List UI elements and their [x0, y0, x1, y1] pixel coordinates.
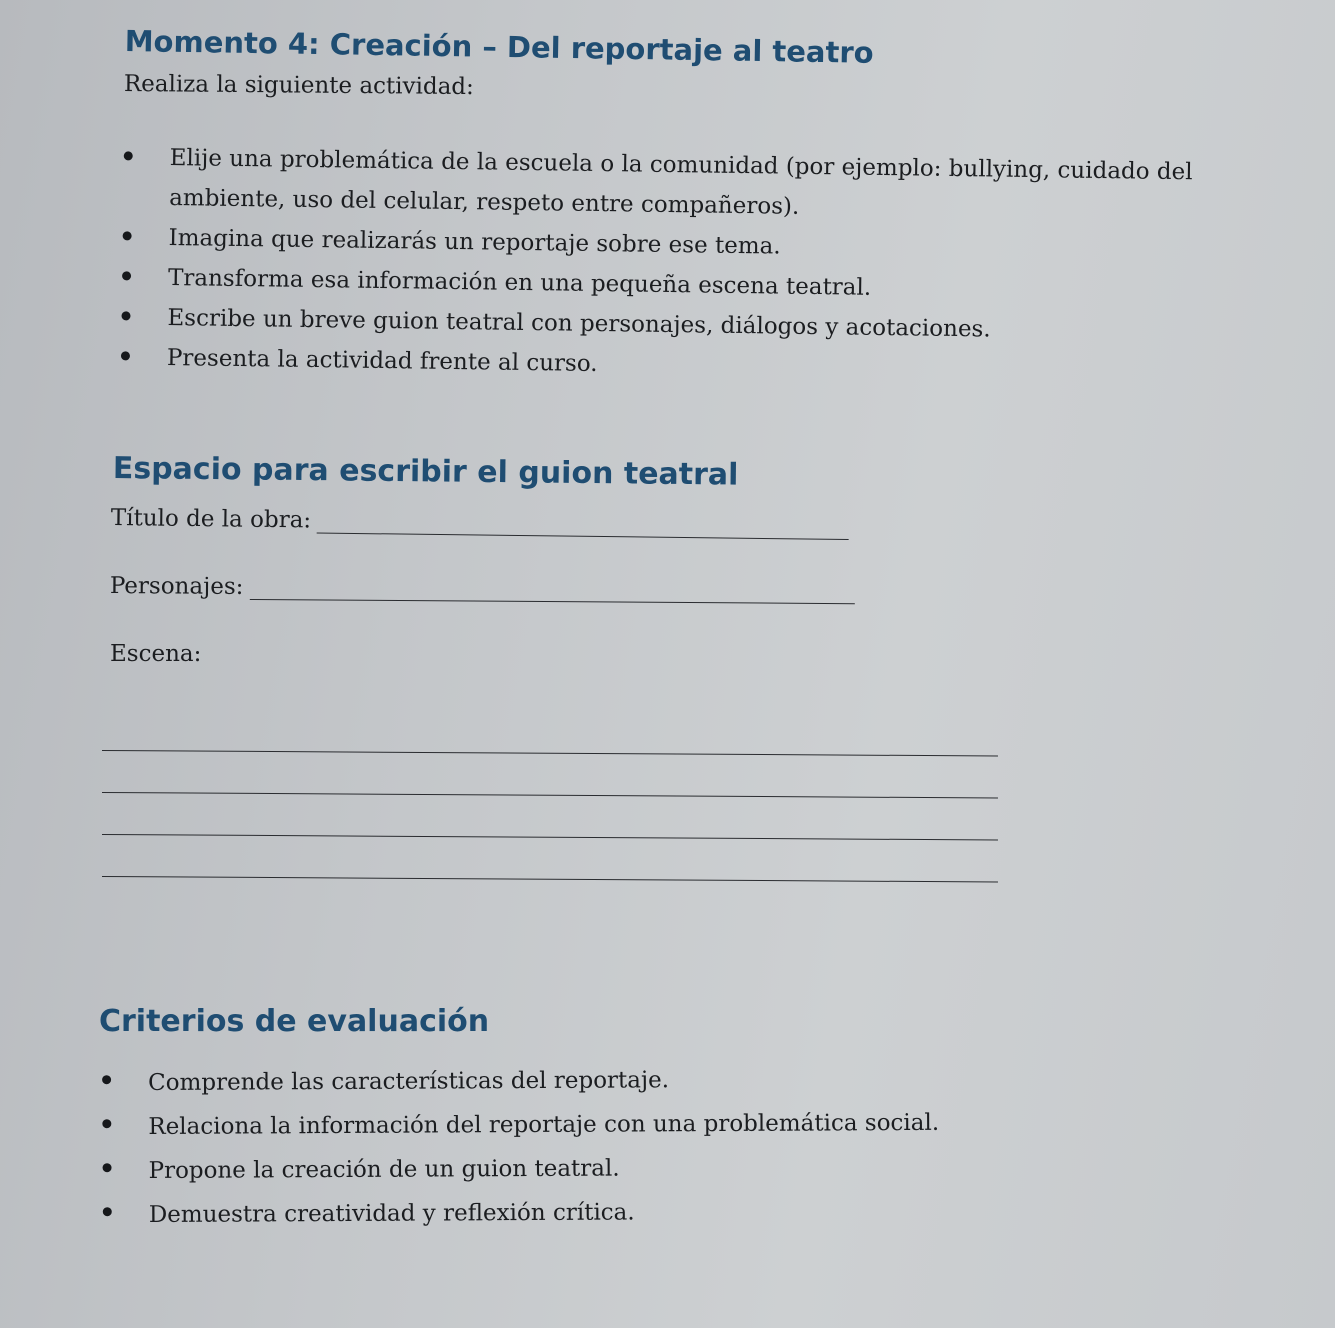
scene-writing-line[interactable] [102, 834, 998, 840]
activity-intro: Realiza la siguiente actividad: [123, 71, 474, 101]
play-title-label: Título de la obra: [110, 505, 312, 534]
scene-writing-line[interactable] [102, 792, 998, 798]
activity-item-text: Elije una problemática de la escuela o la comunidad (por ejemplo: bullying, cuidado del ambiente, uso del celular, respeto entre compañeros). [168, 144, 1193, 220]
scene-writing-line[interactable] [102, 750, 998, 756]
criteria-list [148, 1057, 940, 1237]
play-title-blank[interactable] [317, 511, 849, 540]
script-space-heading: Espacio para escribir el guion teatral [112, 451, 739, 493]
bullet-icon [103, 1207, 112, 1216]
bullet-icon [103, 1163, 112, 1172]
main-heading: Momento 4: Creación – Del reportaje al teatro [124, 24, 874, 70]
criteria-item-text: Relaciona la información del reportaje con una problemática social. [148, 1109, 940, 1140]
activity-item-text: Transforma esa información en una pequeña escena teatral. [167, 264, 872, 301]
activity-item-text: Imagina que realizarás un reportaje sobre ese tema. [168, 224, 781, 260]
bullet-icon [102, 1075, 111, 1084]
criteria-item-text: Comprende las características del reportaje. [148, 1067, 670, 1096]
activity-item-text: Escribe un breve guion teatral con personajes, diálogos y acotaciones. [167, 304, 991, 343]
scene-writing-line[interactable] [102, 876, 998, 882]
play-title-field [111, 505, 850, 540]
bullet-icon [123, 231, 132, 240]
characters-blank[interactable] [249, 577, 854, 604]
scene-label: Escena: [110, 641, 202, 667]
criteria-heading: Criterios de evaluación [99, 1004, 490, 1039]
activity-item-text: Presenta la actividad frente al curso. [166, 344, 598, 377]
bullet-icon [124, 151, 133, 160]
bullet-icon [122, 271, 131, 280]
criteria-item-text: Demuestra creatividad y reflexión crítica. [148, 1199, 635, 1228]
characters-label: Personajes: [109, 573, 244, 600]
activity-list [167, 138, 1310, 394]
criteria-item [148, 1145, 939, 1193]
criteria-item [149, 1189, 940, 1237]
bullet-icon [121, 311, 130, 320]
characters-field [110, 573, 855, 604]
criteria-item [148, 1057, 939, 1105]
bullet-icon [102, 1119, 111, 1128]
criteria-item [148, 1101, 939, 1149]
criteria-item-text: Propone la creación de un guion teatral. [148, 1155, 620, 1184]
bullet-icon [121, 351, 130, 360]
scene-field [110, 641, 201, 667]
